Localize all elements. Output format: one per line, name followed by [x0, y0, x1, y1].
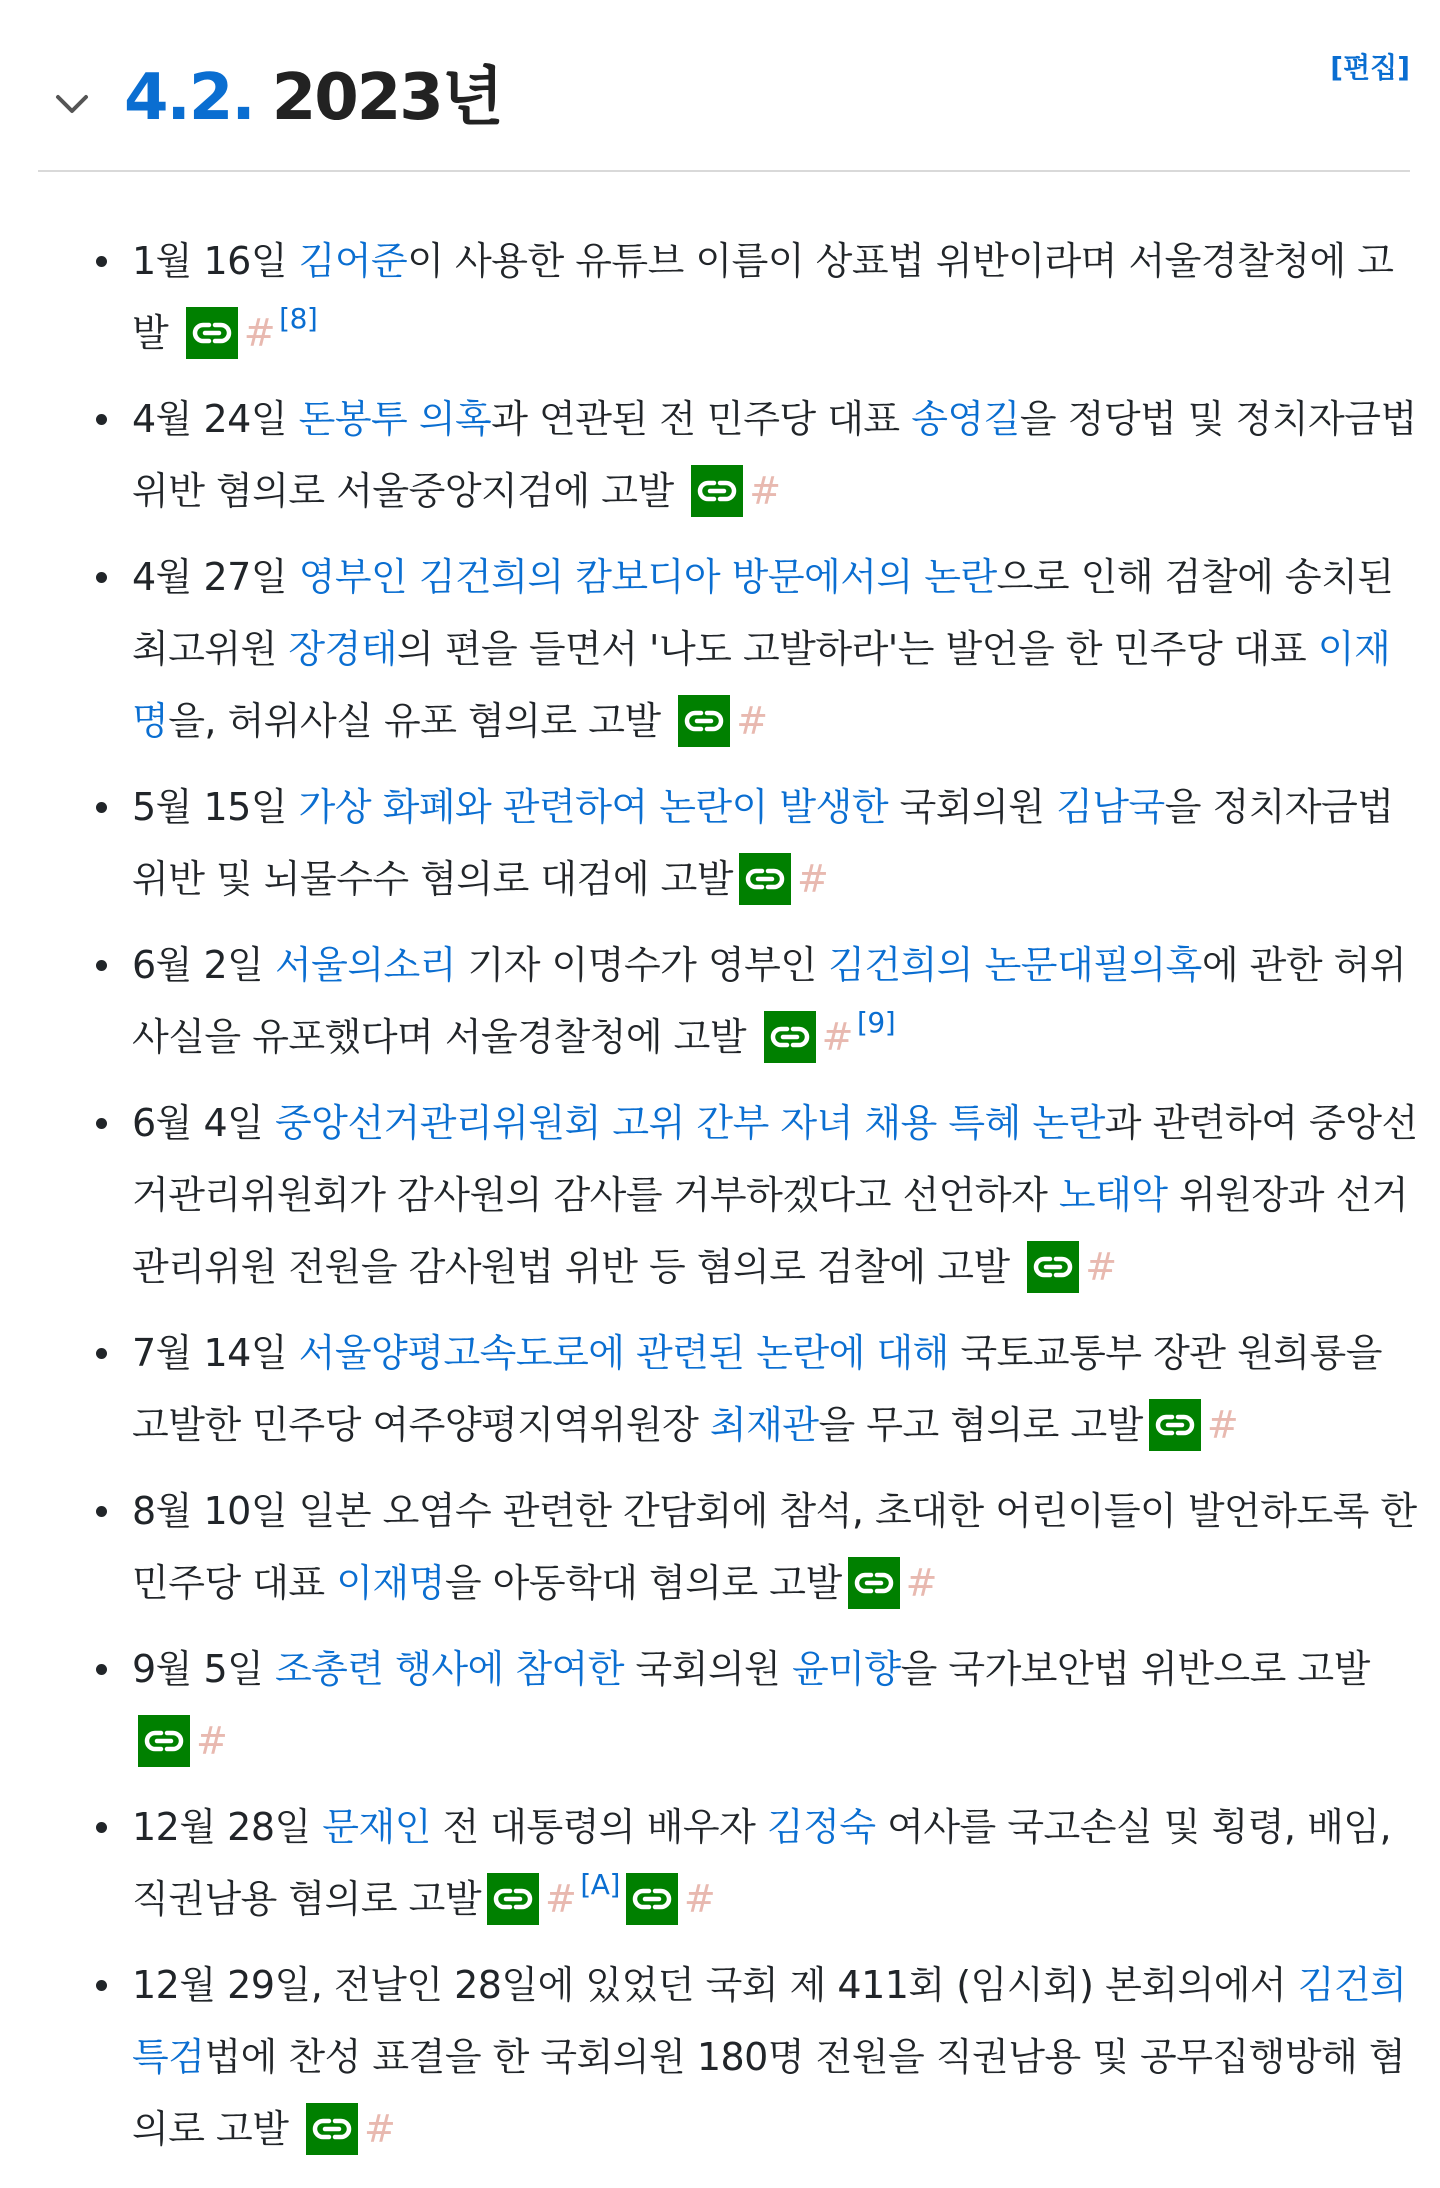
- item-text: 을 국가보안법 위반으로 고발: [900, 1647, 1370, 1691]
- wiki-link[interactable]: 이재명: [132, 627, 1391, 743]
- section-title: 2023년: [271, 61, 502, 135]
- bullet-icon: [96, 572, 107, 583]
- item-text: 을 정당법 및 정치자금법 위반 혐의로 서울중앙지검에 고발: [132, 397, 1417, 513]
- item-text: 위원장과 선거관리위원 전원을 감사원법 위반 등 혐의로 검찰에 고발: [132, 1173, 1408, 1289]
- item-text: 5월 15일: [132, 785, 299, 829]
- footnote-ref[interactable]: [8]: [279, 302, 318, 335]
- wiki-link[interactable]: 가상 화폐와 관련하여 논란이 발생한: [298, 785, 889, 829]
- item-text: 을, 허위사실 유포 혐의로 고발: [168, 699, 673, 743]
- wiki-link[interactable]: 서울의소리: [274, 943, 456, 987]
- item-text: 여사를 국고손실 및 횡령, 배임, 직권남용 혐의로 고발: [132, 1805, 1392, 1921]
- footnote-ref[interactable]: [A]: [580, 1868, 620, 1901]
- item-text: 4월 24일: [132, 397, 299, 441]
- item-text: 8월 10일 일본 오염수 관련한 간담회에 참석, 초대한 어린이들이 발언하도록 한 민주당 대표: [132, 1489, 1417, 1605]
- archive-link-icon[interactable]: [306, 2103, 358, 2155]
- list-item: [90, 1949, 1420, 2165]
- item-text: 을 아동학대 혐의로 고발: [444, 1561, 842, 1605]
- bullet-icon: [96, 1348, 107, 1359]
- wiki-link[interactable]: 문재인: [322, 1805, 431, 1849]
- item-text: 9월 5일: [132, 1647, 275, 1691]
- item-text: 국회의원: [623, 1647, 792, 1691]
- edit-link[interactable]: [편집]: [1330, 51, 1410, 84]
- archive-link-icon[interactable]: [848, 1557, 900, 1609]
- bullet-icon: [96, 256, 107, 267]
- archive-link-icon[interactable]: [1027, 1241, 1079, 1293]
- wiki-link[interactable]: 이재명: [336, 1561, 445, 1605]
- wiki-link[interactable]: 중앙선거관리위원회 고위 간부 자녀 채용 특혜 논란: [274, 1101, 1105, 1145]
- wiki-link[interactable]: 송영길: [911, 397, 1020, 441]
- wiki-link[interactable]: 장경태: [288, 627, 398, 671]
- list-item: [90, 225, 1420, 369]
- hash-link[interactable]: #: [905, 1561, 937, 1605]
- item-text: 에 관한 허위 사실을 유포했다며 서울경찰청에 고발: [132, 943, 1407, 1059]
- item-text: 으로 인해 검찰에 송치된 최고위원: [132, 555, 1394, 671]
- item-text: 을 무고 혐의로 고발: [818, 1403, 1143, 1447]
- item-text: 12월 29일, 전날인 28일에 있었던 국회 제 411회 (임시회) 본회의에서: [132, 1963, 1298, 2007]
- section-number[interactable]: 4.2.: [124, 61, 254, 135]
- section-heading: [124, 54, 502, 144]
- list-item: [90, 771, 1420, 915]
- bullet-icon: [96, 1118, 107, 1129]
- archive-link-icon[interactable]: [739, 853, 791, 905]
- item-text: 7월 14일: [132, 1331, 299, 1375]
- bullet-icon: [96, 960, 107, 971]
- wiki-link[interactable]: 김건희 특검: [132, 1963, 1407, 2079]
- archive-link-icon[interactable]: [487, 1873, 539, 1925]
- bullet-icon: [96, 414, 107, 425]
- list-item: [90, 1475, 1420, 1619]
- item-text: 1월 16일: [132, 239, 299, 283]
- hash-link[interactable]: #: [821, 1015, 853, 1059]
- item-text: 전 대통령의 배우자: [430, 1805, 767, 1849]
- item-text: 국회의원: [888, 785, 1057, 829]
- list-item: [90, 929, 1420, 1073]
- list-item: [90, 541, 1420, 757]
- section-header: [38, 40, 1410, 172]
- event-list: [90, 225, 1420, 2179]
- hash-link[interactable]: #: [797, 857, 829, 901]
- hash-link[interactable]: #: [196, 1719, 228, 1763]
- archive-link-icon[interactable]: [186, 307, 238, 359]
- hash-link[interactable]: #: [683, 1877, 716, 1921]
- archive-link-icon[interactable]: [138, 1715, 190, 1767]
- item-text: 6월 2일: [132, 943, 275, 987]
- hash-link[interactable]: #: [243, 311, 276, 355]
- item-text: 이 사용한 유튜브 이름이 상표법 위반이라며 서울경찰청에 고발: [132, 239, 1394, 355]
- bullet-icon: [96, 1506, 107, 1517]
- hash-link[interactable]: #: [1085, 1245, 1117, 1289]
- archive-link-icon[interactable]: [1149, 1399, 1201, 1451]
- wiki-link[interactable]: 서울양평고속도로에 관련된 논란에 대해: [298, 1331, 949, 1375]
- wiki-link[interactable]: 노태악: [1058, 1173, 1168, 1217]
- hash-link[interactable]: #: [364, 2107, 396, 2151]
- archive-link-icon[interactable]: [626, 1873, 678, 1925]
- hash-link[interactable]: #: [736, 699, 768, 743]
- item-text: 의 편을 들면서 '나도 고발하라'는 발언을 한 민주당 대표: [397, 627, 1318, 671]
- item-text: 4월 27일: [132, 555, 299, 599]
- bullet-icon: [96, 802, 107, 813]
- list-item: [90, 1791, 1420, 1935]
- item-text: 과 연관된 전 민주당 대표: [491, 397, 912, 441]
- hash-link[interactable]: #: [1206, 1403, 1239, 1447]
- item-text: 12월 28일: [132, 1805, 323, 1849]
- archive-link-icon[interactable]: [691, 465, 743, 517]
- list-item: [90, 1087, 1420, 1303]
- item-text: 국토교통부 장관 원희룡을 고발한 민주당 여주양평지역위원장: [132, 1331, 1382, 1447]
- item-text: 법에 찬성 표결을 한 국회의원 180명 전원을 직권남용 및 공무집행방해 혐의로 고발: [132, 2035, 1406, 2151]
- archive-link-icon[interactable]: [764, 1011, 816, 1063]
- list-item: [90, 1317, 1420, 1461]
- item-text: 6월 4일: [132, 1101, 275, 1145]
- list-item: [90, 383, 1420, 527]
- item-text: 기자 이명수가 영부인: [455, 943, 829, 987]
- wiki-link[interactable]: 돈봉투 의혹: [298, 397, 492, 441]
- bullet-icon: [96, 1664, 107, 1675]
- hash-link[interactable]: #: [545, 1877, 577, 1921]
- archive-link-icon[interactable]: [678, 695, 730, 747]
- wiki-link[interactable]: 최재관: [709, 1403, 819, 1447]
- wiki-link[interactable]: 조총련 행사에 참여한: [274, 1647, 624, 1691]
- wiki-link[interactable]: 김정숙: [766, 1805, 876, 1849]
- wiki-link[interactable]: 윤미향: [791, 1647, 901, 1691]
- item-text: 을 정치자금법 위반 및 뇌물수수 혐의로 대검에 고발: [132, 785, 1394, 901]
- wiki-link[interactable]: 영부인 김건희의 캄보디아 방문에서의 논란: [298, 555, 997, 599]
- hash-link[interactable]: #: [749, 469, 781, 513]
- chevron-down-icon[interactable]: [52, 84, 92, 124]
- wiki-link[interactable]: 김남국: [1056, 785, 1165, 829]
- item-text: 과 관련하여 중앙선거관리위원회가 감사원의 감사를 거부하겠다고 선언하자: [132, 1101, 1418, 1217]
- bullet-icon: [96, 1980, 107, 1991]
- wiki-link[interactable]: 김건희의 논문대필의혹: [828, 943, 1202, 987]
- bullet-icon: [96, 1822, 107, 1833]
- footnote-ref[interactable]: [9]: [857, 1006, 896, 1039]
- list-item: [90, 1633, 1420, 1777]
- wiki-link[interactable]: 김어준: [298, 239, 408, 283]
